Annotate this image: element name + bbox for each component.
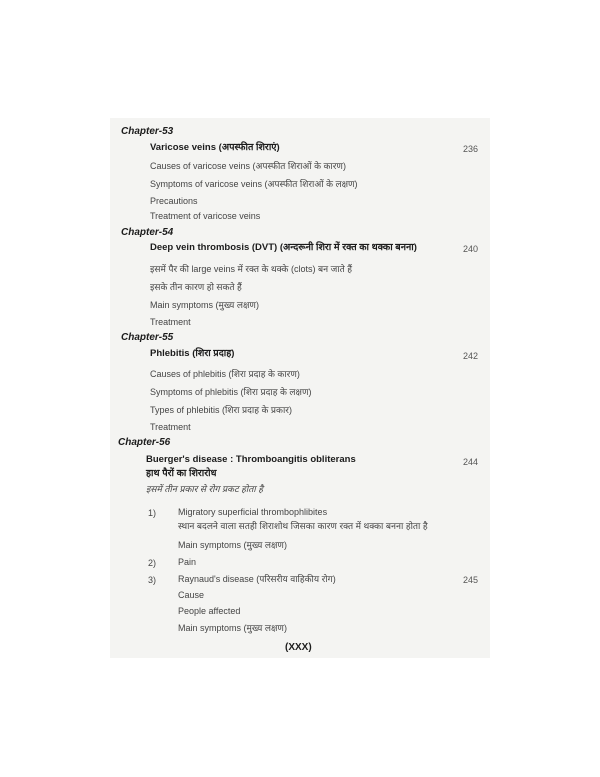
toc-item: Treatment of varicose veins: [150, 211, 261, 221]
toc-item: Cause: [178, 590, 205, 600]
chapter-56-subtitle: हाथ पैरों का शिरारोध: [146, 468, 217, 479]
toc-item: Symptoms of varicose veins (अपस्फीत शिराओं के लक्षण): [150, 179, 358, 189]
toc-item: इसमें पैर की large veins में रक्त के थक्के (clots) बन जाते हैं: [150, 264, 352, 274]
toc-item: Main symptoms (मुख्य लक्षण): [150, 300, 259, 310]
chapter-54-page-number: 240: [462, 244, 478, 254]
chapter-53-title: Varicose veins (अपस्फीत शिराएं): [150, 142, 280, 153]
point-page-number: 245: [462, 575, 478, 585]
toc-item: Treatment: [150, 317, 191, 327]
chapter-56-intro: इसमें तीन प्रकार से रोग प्रकट होता है: [146, 484, 263, 494]
chapter-55-title: Phlebitis (शिरा प्रदाह): [150, 348, 235, 359]
toc-item: Main symptoms (मुख्य लक्षण): [178, 623, 287, 633]
toc-item: Precautions: [150, 196, 198, 206]
chapter-55-page-number: 242: [462, 351, 478, 361]
toc-item: इसके तीन कारण हो सकते हैं: [150, 282, 242, 292]
point-title: Pain: [178, 557, 197, 567]
chapter-53-heading: Chapter-53: [121, 126, 174, 137]
chapter-56-heading: Chapter-56: [118, 437, 171, 448]
point-number: 3): [148, 575, 157, 585]
toc-item: Symptoms of phlebitis (शिरा प्रदाह के लक्षण): [150, 387, 312, 397]
chapter-53-page-number: 236: [462, 144, 478, 154]
point-title: Migratory superficial thrombophlibites: [178, 507, 328, 517]
chapter-54-title: Deep vein thrombosis (DVT) (अन्दरूनी शिरा में रक्त का थक्का बनना): [150, 242, 417, 253]
point-number: 2): [148, 558, 157, 568]
chapter-54-heading: Chapter-54: [121, 227, 174, 238]
chapter-55-heading: Chapter-55: [121, 332, 174, 343]
chapter-56-title: Buerger's disease : Thromboangitis obliterans: [146, 454, 356, 465]
toc-item: Types of phlebitis (शिरा प्रदाह के प्रकार): [150, 405, 292, 415]
point-title: Raynaud's disease (परिसरीय वाहिकीय रोग): [178, 574, 336, 584]
toc-item: Causes of varicose veins (अपस्फीत शिराओं के कारण): [150, 161, 346, 171]
page-number-footer: (XXX): [285, 642, 312, 653]
toc-item: Main symptoms (मुख्य लक्षण): [178, 540, 287, 550]
point-description: स्थान बदलने वाला सतही शिराशोथ जिसका कारण रक्त में थक्का बनना होता है: [178, 521, 428, 531]
chapter-56-page-number: 244: [462, 457, 478, 467]
toc-item: Causes of phlebitis (शिरा प्रदाह के कारण): [150, 369, 300, 379]
toc-item: People affected: [178, 606, 241, 616]
toc-item: Treatment: [150, 422, 191, 432]
point-number: 1): [148, 508, 157, 518]
